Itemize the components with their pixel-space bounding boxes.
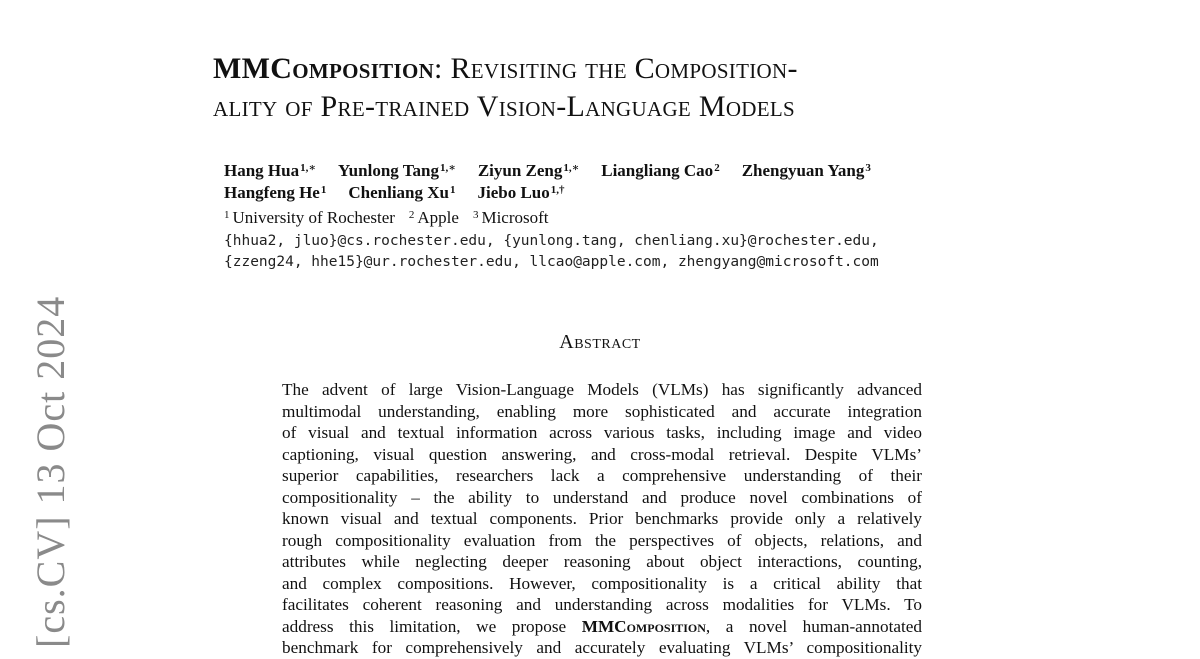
title-line-2: ality of Pre-trained Vision-Language Models (213, 90, 795, 123)
author-affiliation-mark: 1,† (550, 184, 565, 196)
author (348, 182, 455, 204)
author (601, 160, 719, 182)
abstract-line (282, 616, 922, 638)
author-emails (224, 231, 879, 273)
affiliation-mark: 2 (408, 209, 415, 221)
author-affiliation-mark: 1 (449, 184, 456, 196)
author-affiliation-mark: 1,∗ (300, 162, 316, 174)
arxiv-stamp: [cs.CV] 13 Oct 2024 (28, 295, 73, 648)
abstract-line: facilitates coherent reasoning and understanding across modalities for VLMs. To (282, 595, 922, 614)
author-affiliation-mark: 3 (865, 162, 871, 174)
affiliation-name: University of Rochester (232, 208, 395, 227)
benchmark-name: MMComposition (581, 616, 706, 636)
affiliation-mark: 3 (472, 209, 479, 221)
email-line-1: {hhua2, jluo}@cs.rochester.edu, {yunlong.tang, chenliang.xu}@rochester.edu, (224, 233, 879, 249)
author-name: Hangfeng He (224, 183, 320, 202)
abstract-body (282, 379, 922, 659)
author-name: Yunlong Tang (337, 161, 439, 180)
affiliation (409, 208, 459, 228)
abstract-line: and complex compositions. However, compositionality is a critical ability that (282, 573, 922, 593)
affiliations (224, 208, 563, 228)
abstract-text: address this limitation, we propose (282, 616, 582, 636)
author-name: Hang Hua (224, 161, 300, 180)
affiliation (224, 208, 395, 228)
abstract-line: of visual and textual information across various tasks, including image and video (282, 423, 922, 442)
author (338, 160, 456, 182)
abstract-line: multimodal understanding, enabling more sophisticated and accurate integration (282, 401, 922, 421)
title-line-1 (213, 50, 1013, 88)
paper-title (213, 50, 1013, 126)
abstract-text: , a novel human-annotated (705, 616, 922, 636)
author-row-1 (224, 160, 1024, 182)
author-name: Ziyun Zeng (477, 161, 563, 180)
title-line-1-rest: : Revisiting the Composition- (434, 52, 798, 85)
title-benchmark-name: MMComposition (213, 52, 435, 85)
author-name: Chenliang Xu (348, 183, 449, 202)
affiliation-mark: 1 (224, 209, 230, 221)
author-affiliation-mark: 1,∗ (563, 162, 580, 174)
author-list (224, 160, 1024, 204)
author-affiliation-mark: 1,∗ (439, 162, 456, 174)
author-name: Zhengyuan Yang (741, 161, 865, 180)
abstract-line: known visual and textual components. Prior benchmarks provide only a relatively (282, 509, 922, 528)
abstract-line: benchmark for comprehensively and accurately evaluating VLMs’ compositionality (282, 638, 922, 657)
author-row-2 (224, 182, 1024, 204)
author (224, 160, 316, 182)
abstract-line: captioning, visual question answering, and cross-modal retrieval. Despite VLMs’ (282, 444, 922, 464)
abstract-line: superior capabilities, researchers lack a comprehensive understanding of their (282, 466, 922, 485)
abstract-heading: Abstract (559, 331, 641, 353)
author (477, 182, 564, 204)
author (742, 160, 871, 182)
abstract-line: rough compositionality evaluation from the perspectives of objects, relations, and (282, 530, 922, 550)
author (224, 182, 326, 204)
author-affiliation-mark: 1 (320, 184, 327, 196)
abstract-line: attributes while neglecting deeper reasoning about object interactions, counting, (282, 552, 922, 571)
abstract-line: compositionality – the ability to understand and produce novel combinations of (282, 487, 922, 507)
author-name: Jiebo Luo (477, 183, 550, 202)
affiliation (473, 208, 549, 228)
author-affiliation-mark: 2 (714, 162, 720, 174)
affiliation-name: Microsoft (481, 208, 549, 227)
author (478, 160, 579, 182)
affiliation-name: Apple (417, 208, 459, 227)
author-name: Liangliang Cao (601, 161, 714, 180)
email-line-2: {zzeng24, hhe15}@ur.rochester.edu, llcao@apple.com, zhengyang@microsoft.com (224, 254, 879, 270)
abstract-line: The advent of large Vision-Language Models (VLMs) has significantly advanced (282, 380, 922, 399)
